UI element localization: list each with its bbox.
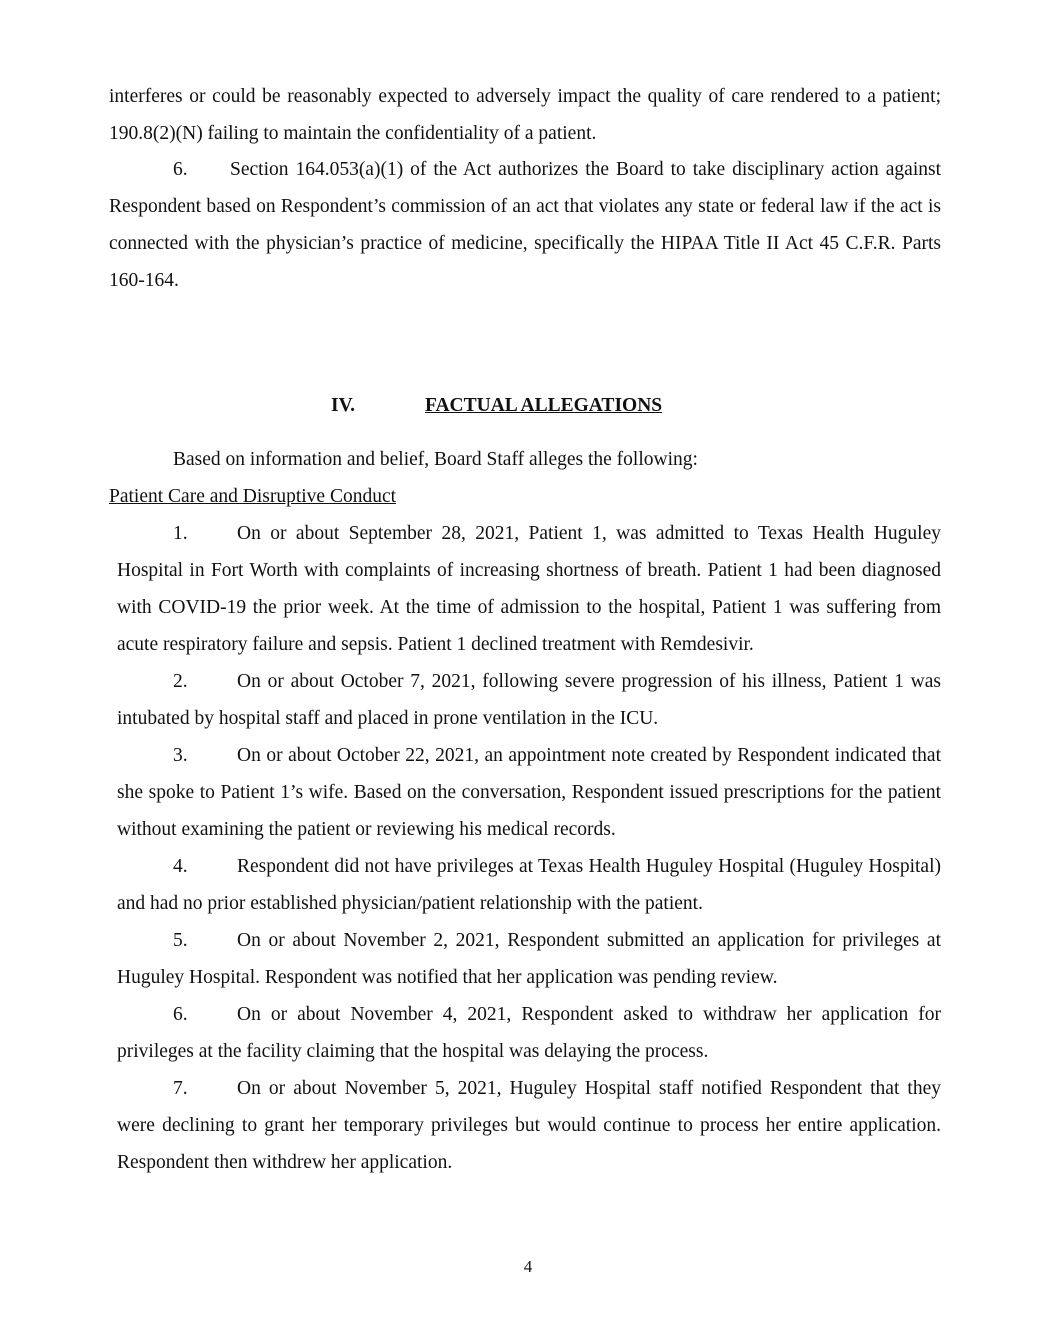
- paragraph-text: Section 164.053(a)(1) of the Act authorizes the Board to take disciplinary action against Respondent based on Respondent’s commission of an act that violates any state or federal law if the act is connected with the physician’s practice of medicine, specifically the HIPAA Title II Act 45 C.F.R. Parts 160-164.: [109, 159, 941, 291]
- paragraph-number: 6.: [173, 159, 188, 180]
- allegation-text: On or about September 28, 2021, Patient 1, was admitted to Texas Health Huguley Hospital in Fort Worth with complaints of increasing shortness of breath. Patient 1 had been diagnosed with COVID-19 the prior week. At the time of admission to the hospital, Patient 1 was suffering from acute respiratory failure and sepsis. Patient 1 declined treatment with Remdesivir.: [117, 523, 941, 655]
- subheading: Patient Care and Disruptive Conduct: [109, 486, 397, 507]
- allegation-text: Respondent did not have privileges at Texas Health Huguley Hospital (Huguley Hospital) and had no prior established physician/patient relationship with the patient.: [117, 856, 941, 914]
- allegation-number: 3.: [173, 745, 188, 766]
- allegation-number: 7.: [173, 1078, 188, 1099]
- allegation-item: [117, 848, 941, 922]
- section-heading: [0, 395, 1056, 432]
- allegation-text: On or about November 4, 2021, Respondent asked to withdraw her application for privileges at the facility claiming that the hospital was delaying the process.: [117, 1004, 941, 1062]
- allegation-text: On or about October 7, 2021, following severe progression of his illness, Patient 1 was intubated by hospital staff and placed in prone ventilation in the ICU.: [117, 671, 941, 729]
- allegation-text: On or about November 5, 2021, Huguley Hospital staff notified Respondent that they were declining to grant her temporary privileges but would continue to process her entire application. Respondent then withdrew her application.: [117, 1078, 941, 1173]
- allegation-item: [117, 922, 941, 996]
- allegation-number: 6.: [173, 1004, 188, 1025]
- allegation-text: On or about October 22, 2021, an appointment note created by Respondent indicated that she spoke to Patient 1’s wife. Based on the conversation, Respondent issued prescriptions for the patient without examining the patient or reviewing his medical records.: [117, 745, 941, 840]
- intro-sentence: Based on information and belief, Board Staff alleges the following:: [173, 449, 698, 470]
- allegation-number: 4.: [173, 856, 188, 877]
- continued-paragraph: interferes or could be reasonably expected to adversely impact the quality of care rendered to a patient; 190.8(2)(N) failing to maintain the confidentiality of a patient.: [109, 86, 941, 144]
- allegation-text: On or about November 2, 2021, Respondent submitted an application for privileges at Huguley Hospital. Respondent was notified that her application was pending review.: [117, 930, 941, 988]
- allegation-number: 2.: [173, 671, 188, 692]
- allegation-item: [117, 996, 941, 1070]
- section-paragraph: [109, 151, 941, 299]
- section-numeral: IV.: [331, 395, 356, 416]
- allegation-number: 1.: [173, 523, 188, 544]
- allegation-item: [117, 1070, 941, 1181]
- allegation-item: [117, 515, 941, 663]
- allegations-list: [117, 515, 941, 1181]
- section-title: FACTUAL ALLEGATIONS: [425, 395, 663, 416]
- allegation-item: [117, 737, 941, 848]
- allegation-item: [117, 663, 941, 737]
- allegation-number: 5.: [173, 930, 188, 951]
- page-number: 4: [523, 1257, 533, 1276]
